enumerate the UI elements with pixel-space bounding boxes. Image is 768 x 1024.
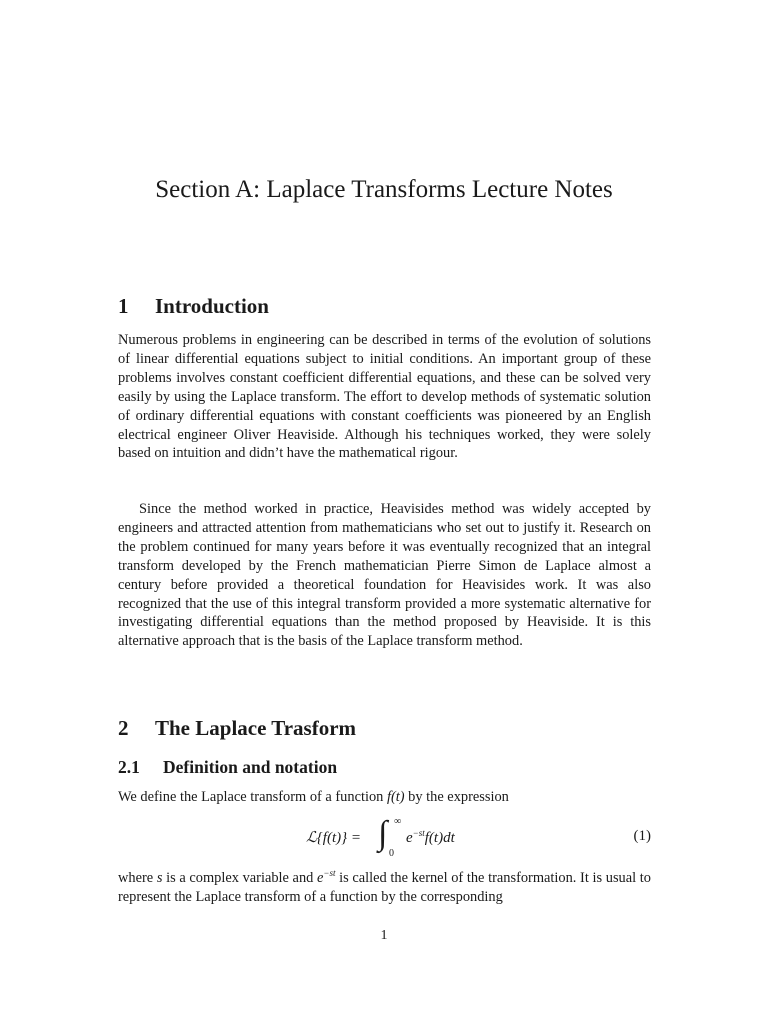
intro-paragraph-1: Numerous problems in engineering can be described in terms of the evolution of solutions of linear differential equations subject to initial conditions. An important group of these problems involves constant coefficient differential equations, and these can be solved very easily by using the Laplace transform. The effort to develop methods of systematic solution of ordinary differential equations with constant coefficients was pioneered by an English electrical engineer Oliver Heaviside. Although his techniques worked, they were solely based on intuition and didn’t have the mathematical rigour.	[118, 332, 651, 462]
integrand: f(t)dt	[424, 830, 455, 846]
text-part: is a complex variable and	[162, 869, 317, 886]
kernel-exponent: −st	[323, 868, 336, 878]
kernel-base: e	[317, 869, 324, 886]
math-variable-s: s	[156, 869, 163, 886]
integral-sign: ∫	[378, 815, 388, 852]
definition-intro	[118, 788, 651, 807]
exp-base: e	[406, 830, 413, 846]
intro-text-end: by the expression	[404, 789, 509, 805]
text-part: is called the kernel of the transformation. It is usual to represent the Laplace transform of a function by the corresponding	[118, 869, 651, 905]
intro-paragraph-2: Since the method worked in practice, Heavisides method was widely accepted by engineers and attracted attention from mathematicians who set out to justify it. Research on the problem continued for many years before it was eventually recognized that an integral transform developed by the French mathematician Pierre Simon de Laplace almost a century before provided a theoretical foundation for Heavisides work. It was also recognized that the use of this integral transform provided a more systematic alternative for investigating differential equations than the method proposed by Heaviside. It is this alternative approach that is the basis of the Laplace transform method.	[118, 501, 651, 650]
equation-number: (1)	[633, 828, 651, 844]
intro-text: We define the Laplace transform of a function	[118, 789, 387, 805]
equation-rhs	[406, 828, 455, 847]
section-number: 1	[118, 294, 129, 318]
section-title: The Laplace Trasform	[155, 716, 357, 740]
text-part: where	[118, 869, 157, 886]
math-kernel	[317, 870, 335, 886]
section-heading-introduction	[118, 292, 269, 320]
integral-lower-limit: 0	[389, 848, 394, 859]
document-title: Section A: Laplace Transforms Lecture Notes	[155, 176, 613, 203]
subsection-number: 2.1	[118, 757, 140, 777]
equation-1	[118, 815, 651, 862]
page-number: 1	[380, 928, 388, 943]
definition-followup	[118, 864, 651, 907]
section-title: Introduction	[155, 294, 269, 318]
section-number: 2	[118, 716, 129, 740]
integral-upper-limit: ∞	[394, 816, 402, 827]
equation-lhs: ℒ{f(t)} =	[306, 830, 361, 846]
subsection-title: Definition and notation	[163, 757, 338, 777]
exp-power: −st	[412, 828, 425, 838]
section-heading-laplace	[118, 714, 356, 742]
subsection-heading-definition	[118, 755, 337, 779]
math-function: f(t)	[386, 789, 405, 805]
